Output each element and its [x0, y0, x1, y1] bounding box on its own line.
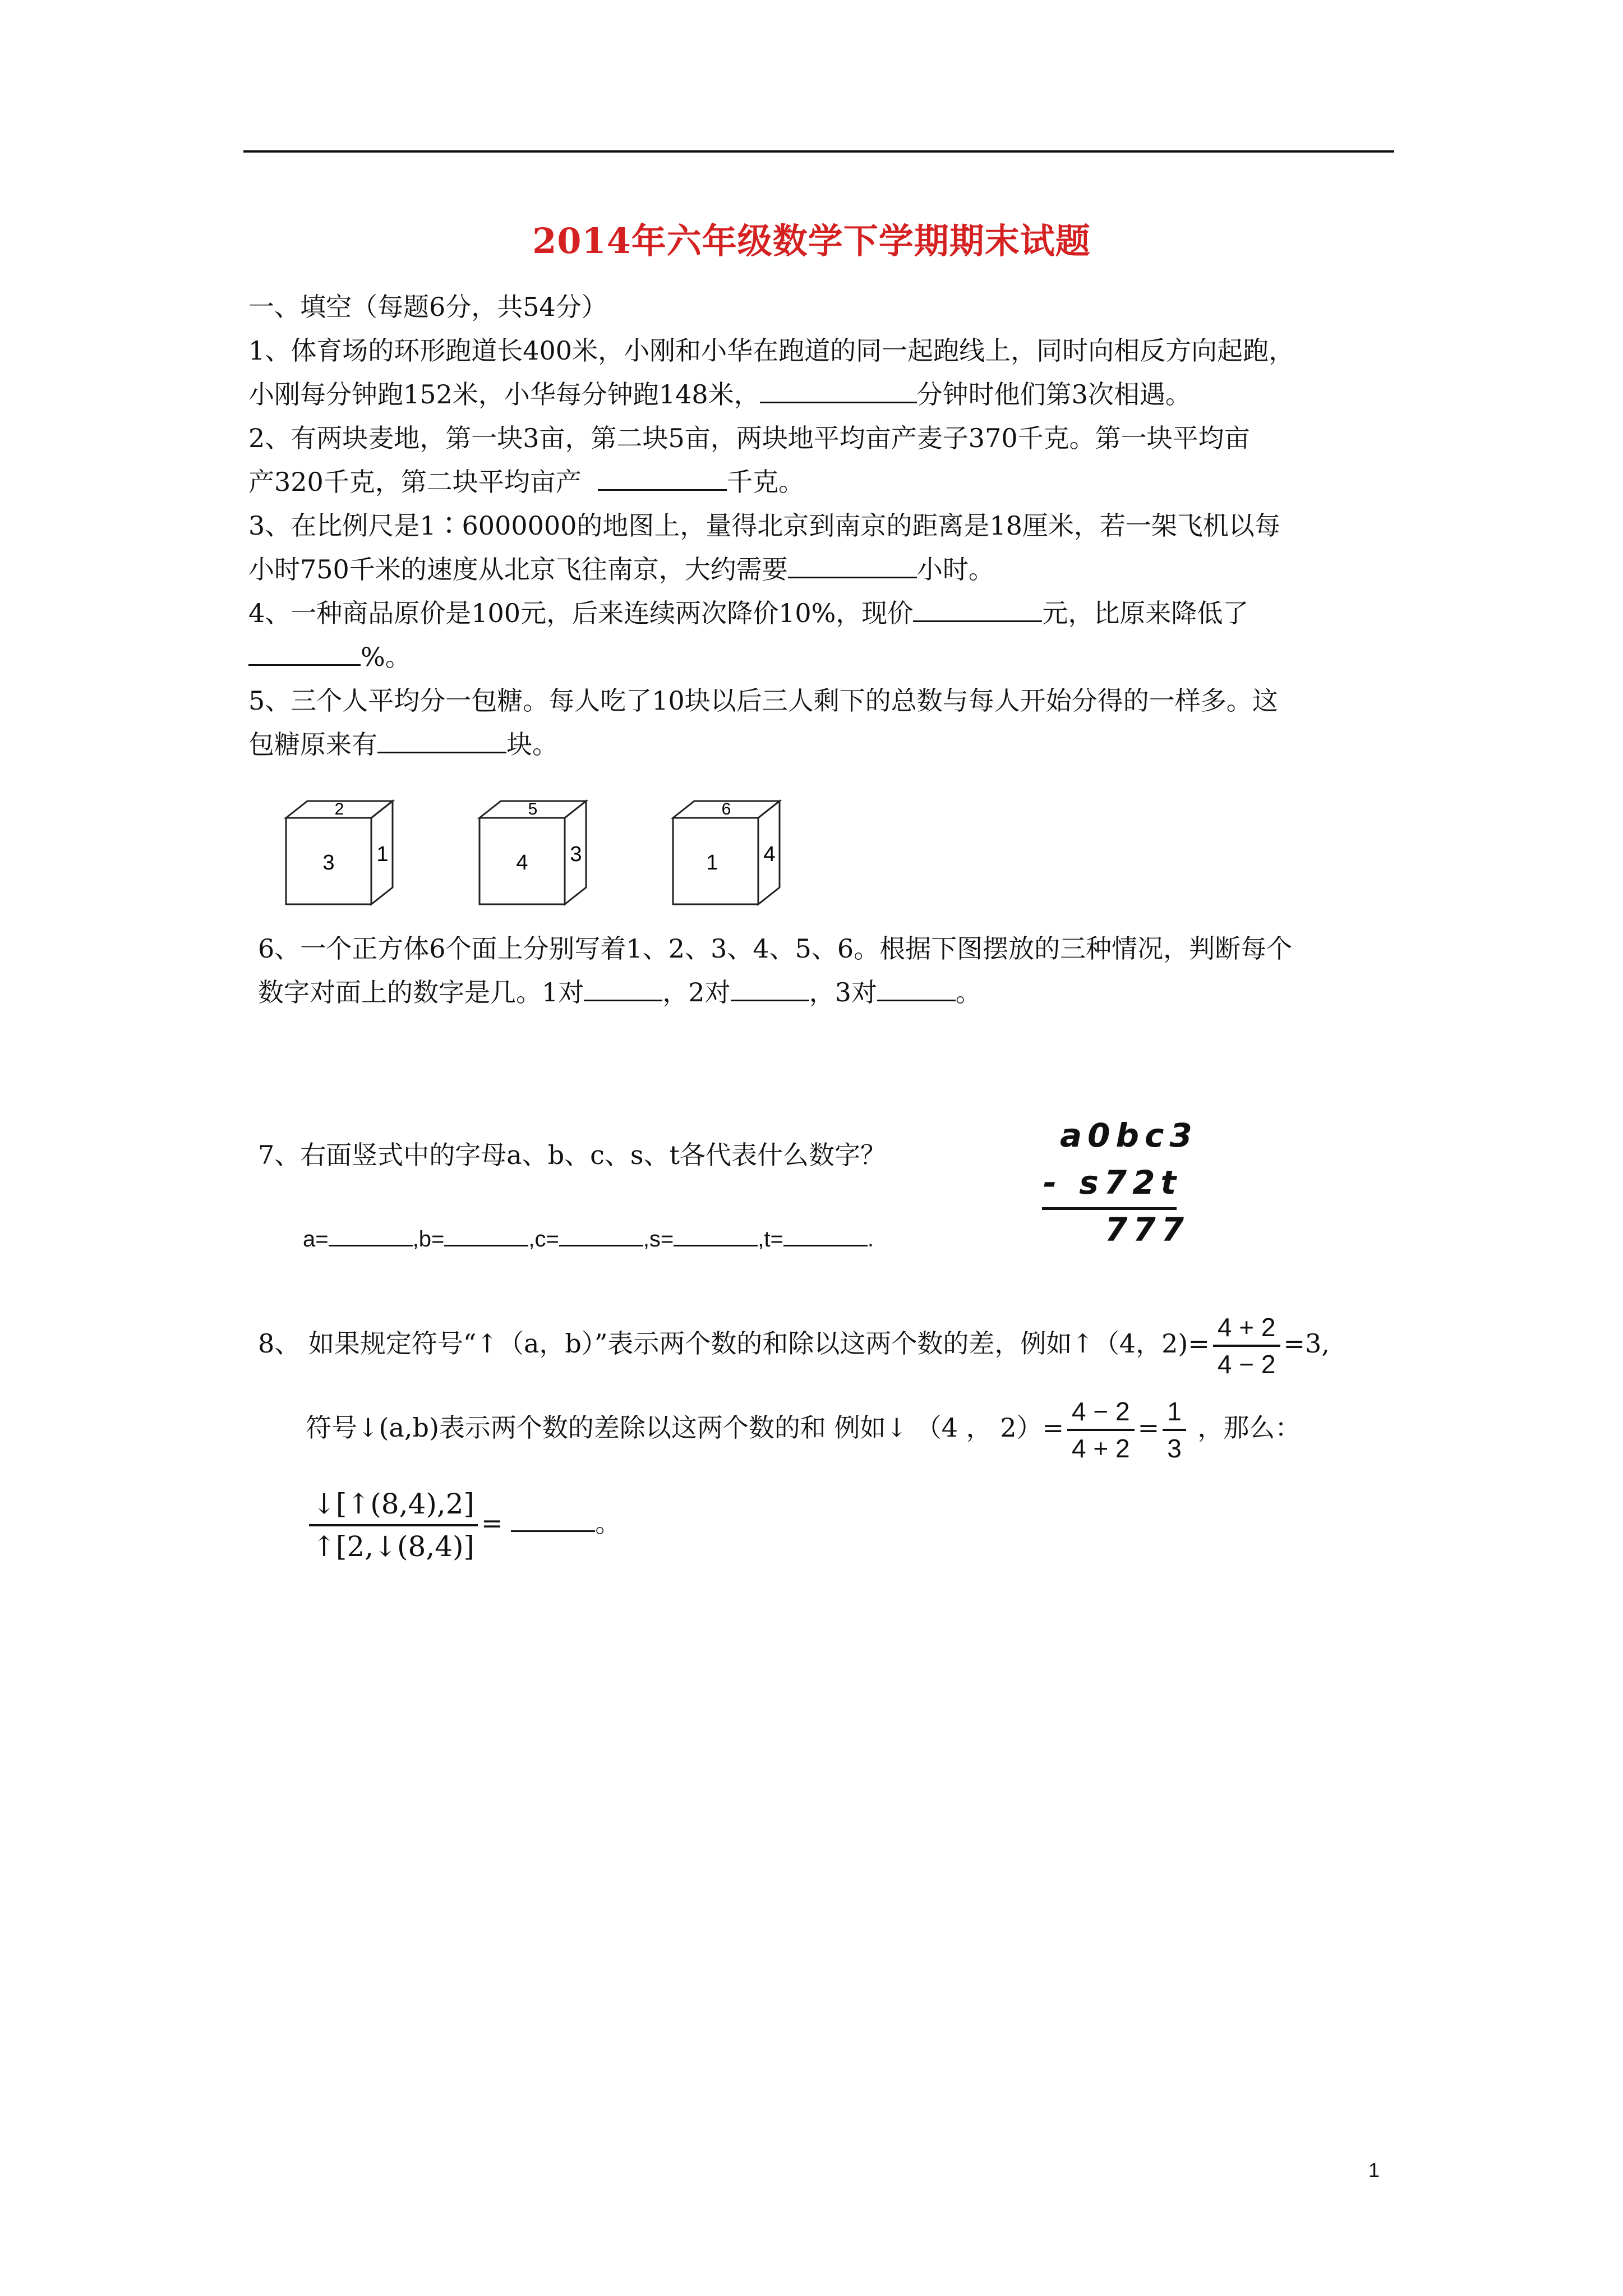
q1-answer-blank[interactable] [760, 376, 917, 403]
q5-answer-blank[interactable] [377, 726, 506, 753]
q6-line1: 6、一个正方体6个面上分别写着1、2、3、4、5、6。根据下图摆放的三种情况，判断每个 [258, 933, 1293, 964]
q8-text-d: ，那么： [1197, 1412, 1301, 1443]
q8-expression-equals: = [481, 1508, 503, 1538]
q2-text-a: 产320千克，第二块平均亩产 [248, 467, 582, 497]
q2-answer-blank[interactable] [598, 463, 727, 491]
q8-text-b: =3, [1283, 1328, 1330, 1359]
q8-example2-fraction [1067, 1394, 1135, 1466]
q8-expression-denominator: ↑[2,↓(8,4)] [312, 1530, 475, 1563]
q6-text-d: 。 [955, 977, 981, 1007]
q8-ex2-numerator: 4 − 2 [1067, 1394, 1135, 1431]
q6-blank-1[interactable] [584, 974, 662, 1001]
q7-t-blank[interactable] [783, 1219, 868, 1246]
q7-end: . [867, 1227, 874, 1251]
q5-line2 [248, 723, 1393, 766]
cube-3 [673, 800, 780, 904]
q5-text-b: 块。 [506, 729, 558, 760]
header-rule [243, 150, 1394, 153]
q8-example1-fraction [1213, 1310, 1280, 1382]
cube-2-top: 5 [528, 800, 538, 818]
q7-answers [303, 1217, 1447, 1261]
q8-line1 [258, 1307, 1402, 1382]
q6-text-c: ，3对 [809, 977, 877, 1007]
cube-2-front: 4 [516, 851, 528, 875]
q7-b-label: ,b= [412, 1227, 445, 1251]
page-number: 1 [1368, 2159, 1380, 2182]
q2-line1: 2、有两块麦地，第一块3亩，第二块5亩，两块地平均亩产麦子370千克。第一块平均亩 [248, 423, 1250, 453]
q8-ex1-denominator: 4 − 2 [1217, 1350, 1276, 1379]
cube-1-side: 1 [376, 843, 389, 866]
q8-ex1-numerator: 4 + 2 [1213, 1310, 1280, 1347]
q8-line2 [306, 1391, 1450, 1466]
cube-3-side: 4 [763, 843, 776, 866]
q8-expression-fraction [309, 1484, 478, 1567]
q6-text-b: ，2对 [662, 977, 731, 1007]
q8-example2-result [1163, 1394, 1186, 1466]
cube-2 [479, 800, 586, 904]
q5-text-a: 包糖原来有 [248, 729, 377, 760]
q1-line1: 1、体育场的环形跑道长400米，小刚和小华在跑道的同一起跑线上，同时向相反方向起跑， [248, 335, 1295, 366]
q8-answer-blank[interactable] [511, 1504, 595, 1532]
q2-line2 [248, 460, 1393, 504]
q3-line2 [248, 547, 1393, 591]
q3-line1: 3、在比例尺是1∶6000000的地图上，量得北京到南京的距离是18厘米，若一架飞机以每 [248, 510, 1280, 541]
q8-ex2-denominator: 4 + 2 [1072, 1434, 1130, 1463]
q4-line2 [248, 635, 1393, 679]
q5-line1: 5、三个人平均分一包糖。每人吃了10块以后三人剩下的总数与每人开始分得的一样多。这 [248, 685, 1278, 716]
q4-percent-blank[interactable] [248, 638, 361, 666]
q3-answer-blank[interactable] [788, 551, 917, 578]
q7-b-blank[interactable] [444, 1219, 528, 1246]
q7-row1: a0bc3 [1060, 1116, 1198, 1154]
q7-s-label: ,s= [643, 1227, 674, 1251]
cube-3-front: 1 [706, 851, 718, 875]
q7-row3: 777 [1105, 1211, 1190, 1249]
q8-text-c: 符号↓(a,b)表示两个数的差除以这两个数的和 例如↓ （4 ， 2）= [306, 1412, 1064, 1443]
q8-expression-numerator: ↓[↑(8,4),2] [309, 1484, 478, 1526]
section-heading: 一、填空（每题6分，共54分） [248, 292, 607, 322]
q6-blank-3[interactable] [877, 974, 956, 1001]
q7-prompt: 7、右面竖式中的字母a、b、c、s、t各代表什么数字？ [258, 1140, 886, 1170]
q8-expression [306, 1481, 1450, 1567]
cube-figures [280, 797, 841, 914]
q7-c-label: ,c= [528, 1227, 559, 1251]
q4-price-blank[interactable] [913, 595, 1042, 622]
q7-s-blank[interactable] [674, 1219, 758, 1246]
q7-c-blank[interactable] [559, 1219, 643, 1246]
cube-3-top: 6 [721, 800, 731, 818]
cube-1-front: 3 [322, 851, 335, 875]
q6-text-a: 数字对面上的数字是几。1对 [258, 977, 584, 1007]
q7-a-label: a= [303, 1227, 329, 1251]
q7-sum-line [1042, 1207, 1177, 1210]
q4-text-b: 元，比原来降低了 [1042, 598, 1249, 628]
cube-2-side: 3 [570, 843, 582, 866]
q8-text-a: 8、 如果规定符号“↑（a，b）”表示两个数的和除以这两个数的差，例如↑（4，2)= [258, 1328, 1210, 1359]
cube-1-top: 2 [334, 800, 344, 818]
q4-text-a: 4、一种商品原价是100元，后来连续两次降价10%，现价 [248, 598, 914, 628]
q8-ex2-equals: = [1137, 1412, 1160, 1443]
q7-a-blank[interactable] [329, 1219, 413, 1246]
q8-ex2-result-denominator: 3 [1167, 1434, 1182, 1463]
q6-blank-2[interactable] [731, 974, 809, 1001]
q7-row2: - s72t [1043, 1163, 1182, 1202]
q4-text-c: %。 [361, 642, 411, 672]
q8-ex2-result-numerator: 1 [1163, 1394, 1186, 1431]
q8-expression-end: 。 [595, 1508, 621, 1538]
q1-text-b: 分钟时他们第3次相遇。 [916, 379, 1191, 409]
q6-line2 [258, 970, 1402, 1014]
q4-line1 [248, 591, 1393, 635]
q3-text-b: 小时。 [916, 554, 994, 585]
q1-line2 [248, 372, 1393, 416]
cube-1 [286, 800, 393, 904]
q3-text-a: 小时750千米的速度从北京飞往南京，大约需要 [248, 554, 788, 585]
q7-t-label: ,t= [758, 1227, 783, 1251]
q1-text-a: 小刚每分钟跑152米，小华每分钟跑148米， [248, 379, 760, 409]
page-title: 2014年六年级数学下学期期末试题 [532, 220, 1091, 261]
q2-text-b: 千克。 [727, 467, 805, 497]
